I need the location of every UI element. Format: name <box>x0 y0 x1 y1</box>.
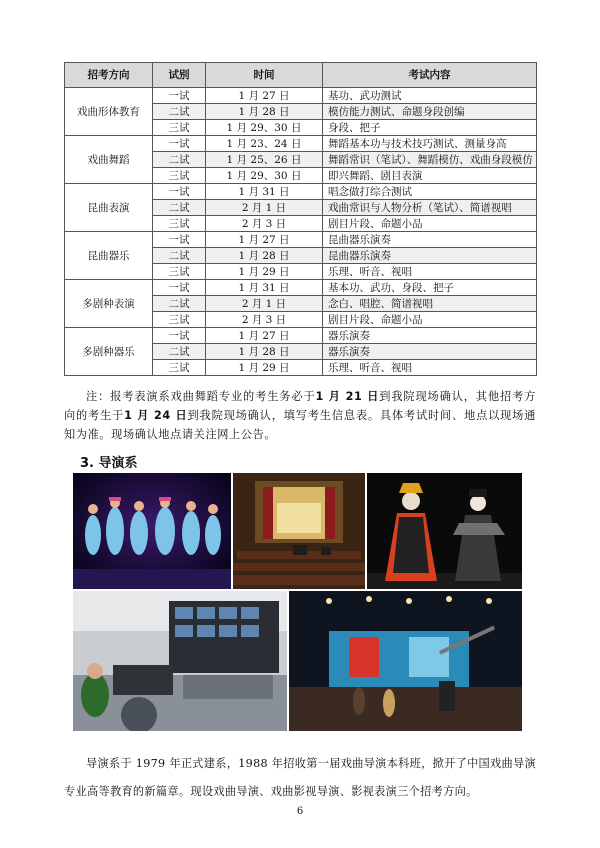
round-cell: 一试 <box>153 280 206 296</box>
content-cell: 基功、武功测试 <box>323 88 537 104</box>
round-cell: 一试 <box>153 328 206 344</box>
time-cell: 1 月 27 日 <box>206 232 323 248</box>
time-cell: 1 月 28 日 <box>206 104 323 120</box>
time-cell: 1 月 25、26 日 <box>206 152 323 168</box>
content-cell: 即兴舞蹈、剧目表演 <box>323 168 537 184</box>
content-cell: 昆曲器乐演奏 <box>323 248 537 264</box>
note-date-others: 1 月 24 日 <box>124 409 188 422</box>
round-cell: 二试 <box>153 200 206 216</box>
content-cell: 戏曲常识与人物分析（笔试）、简谱视唱 <box>323 200 537 216</box>
time-cell: 1 月 29 日 <box>206 264 323 280</box>
round-cell: 三试 <box>153 264 206 280</box>
round-cell: 二试 <box>153 296 206 312</box>
content-cell: 昆曲器乐演奏 <box>323 232 537 248</box>
note-text-2: 到我院现场确认，其他招考方向的考生于 <box>64 390 536 422</box>
table-row <box>65 184 537 200</box>
content-cell: 乐理、听音、视唱 <box>323 264 537 280</box>
dance-stage-photo <box>73 473 231 589</box>
round-cell: 二试 <box>153 104 206 120</box>
photo-collage <box>73 473 522 731</box>
content-cell: 基本功、武功、身段、把子 <box>323 280 537 296</box>
note-text-3: 到我院现场确认，填写考生信息表。具体考试时间、地点以现场通知为准。现场确认地点请关注网上公告。 <box>64 409 536 441</box>
table-header-row <box>65 63 537 88</box>
round-cell: 三试 <box>153 312 206 328</box>
round-cell: 三试 <box>153 216 206 232</box>
exam-schedule-table <box>64 62 537 376</box>
header-round: 试别 <box>153 63 206 88</box>
note-date-dance: 1 月 21 日 <box>315 390 380 403</box>
direction-cell: 昆曲表演 <box>65 184 153 232</box>
direction-cell: 多剧种器乐 <box>65 328 153 376</box>
tv-studio-photo <box>289 591 522 731</box>
time-cell: 1 月 28 日 <box>206 248 323 264</box>
time-cell: 1 月 31 日 <box>206 280 323 296</box>
note-text-1: 注：报考表演系戏曲舞蹈专业的考生务必于 <box>86 390 316 403</box>
time-cell: 2 月 3 日 <box>206 216 323 232</box>
time-cell: 1 月 29 日 <box>206 360 323 376</box>
content-cell: 舞蹈常识（笔试）、舞蹈模仿、戏曲身段模仿 <box>323 152 537 168</box>
time-cell: 2 月 1 日 <box>206 200 323 216</box>
time-cell: 2 月 1 日 <box>206 296 323 312</box>
content-cell: 剧目片段、命题小品 <box>323 312 537 328</box>
round-cell: 一试 <box>153 136 206 152</box>
section-title: 3. 导演系 <box>80 456 138 471</box>
header-time: 时间 <box>206 63 323 88</box>
opera-performers-photo <box>367 473 522 589</box>
direction-cell: 多剧种表演 <box>65 280 153 328</box>
content-cell: 剧目片段、命题小品 <box>323 216 537 232</box>
time-cell: 1 月 27 日 <box>206 88 323 104</box>
table-row <box>65 328 537 344</box>
round-cell: 三试 <box>153 360 206 376</box>
time-cell: 1 月 27 日 <box>206 328 323 344</box>
content-cell: 模仿能力测试、命题身段创编 <box>323 104 537 120</box>
round-cell: 一试 <box>153 232 206 248</box>
time-cell: 1 月 23、24 日 <box>206 136 323 152</box>
content-cell: 身段、把子 <box>323 120 537 136</box>
time-cell: 1 月 29、30 日 <box>206 168 323 184</box>
content-cell: 乐理、听音、视唱 <box>323 360 537 376</box>
table-row <box>65 232 537 248</box>
time-cell: 1 月 29、30 日 <box>206 120 323 136</box>
broadcast-control-room-photo <box>73 591 287 731</box>
round-cell: 二试 <box>153 248 206 264</box>
table-row <box>65 88 537 104</box>
time-cell: 1 月 28 日 <box>206 344 323 360</box>
round-cell: 二试 <box>153 152 206 168</box>
round-cell: 二试 <box>153 344 206 360</box>
direction-cell: 戏曲形体教育 <box>65 88 153 136</box>
direction-cell: 昆曲器乐 <box>65 232 153 280</box>
page-number: 6 <box>296 806 304 817</box>
round-cell: 三试 <box>153 168 206 184</box>
direction-cell: 戏曲舞蹈 <box>65 136 153 184</box>
time-cell: 1 月 31 日 <box>206 184 323 200</box>
content-cell: 器乐演奏 <box>323 328 537 344</box>
content-cell: 唱念做打综合测试 <box>323 184 537 200</box>
header-direction: 招考方向 <box>65 63 153 88</box>
content-cell: 舞蹈基本功与技术技巧测试、测量身高 <box>323 136 537 152</box>
header-content: 考试内容 <box>323 63 537 88</box>
round-cell: 一试 <box>153 88 206 104</box>
content-cell: 念白、唱腔、简谱视唱 <box>323 296 537 312</box>
time-cell: 2 月 3 日 <box>206 312 323 328</box>
content-cell: 器乐演奏 <box>323 344 537 360</box>
table-row <box>65 136 537 152</box>
table-row <box>65 280 537 296</box>
round-cell: 三试 <box>153 120 206 136</box>
registration-note <box>64 387 536 444</box>
theatre-hall-photo <box>233 473 365 589</box>
round-cell: 一试 <box>153 184 206 200</box>
department-intro-paragraph: 导演系于 1979 年正式建系，1988 年招收第一届戏曲导演本科班，掀开了中国戏曲导演专业高等教育的新篇章。现设戏曲导演、戏曲影视导演、影视表演三个招考方向。 <box>64 757 537 798</box>
